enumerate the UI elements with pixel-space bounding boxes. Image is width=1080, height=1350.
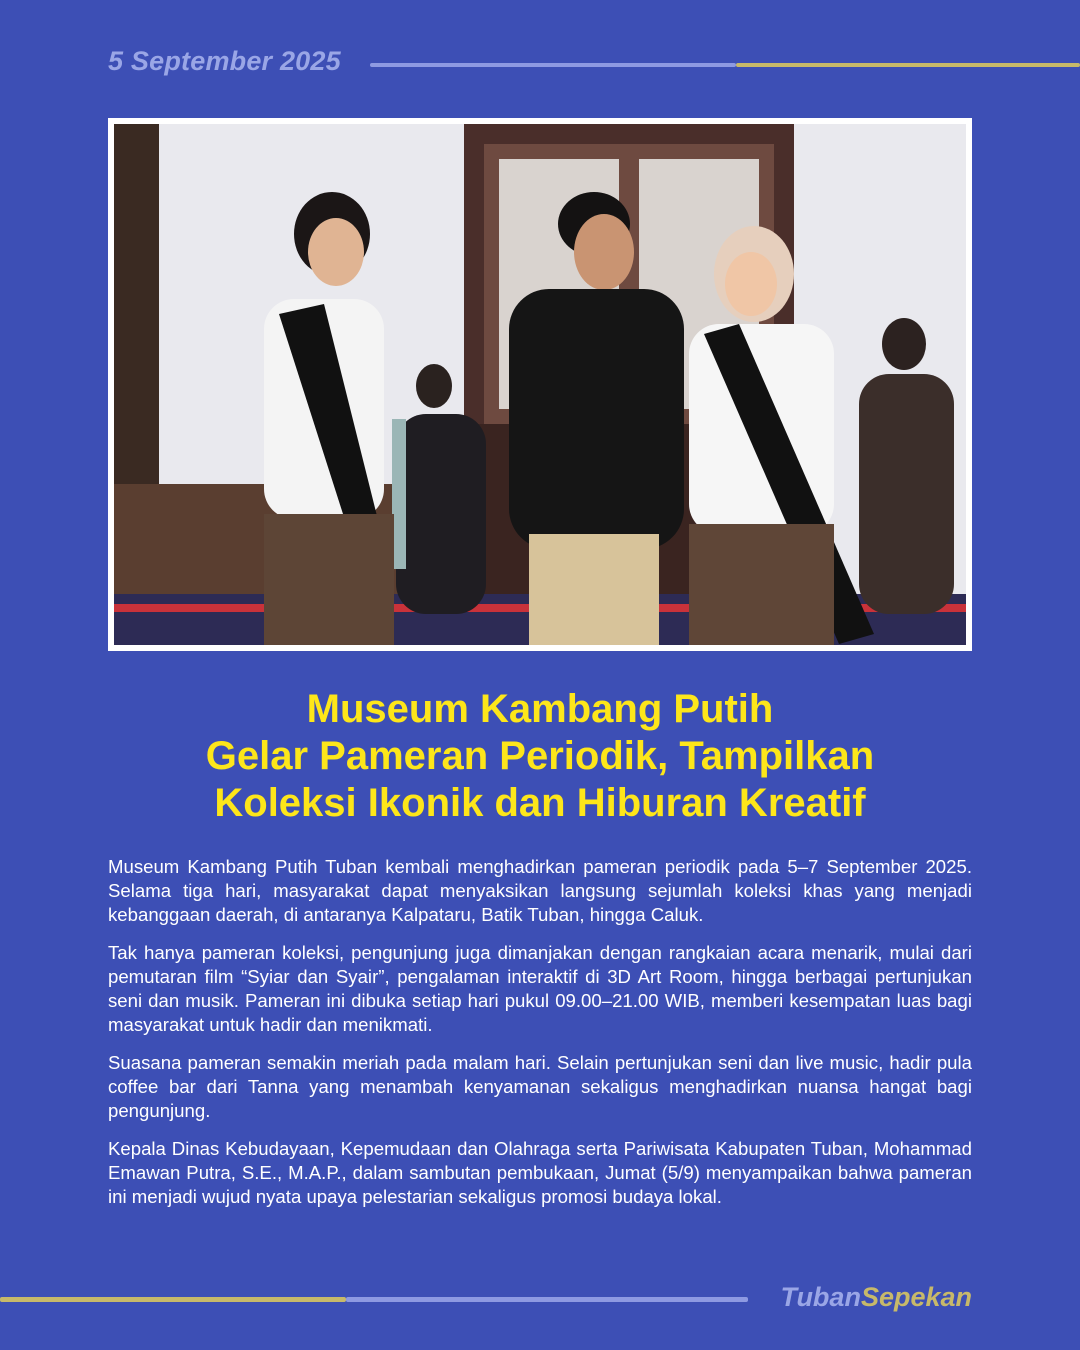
brand-part-1: Tuban (780, 1282, 861, 1312)
article-paragraph-1: Museum Kambang Putih Tuban kembali menghadirkan pameran periodik pada 5–7 September 2025. Selama tiga hari, masyarakat dapat menyaksikan langsung sejumlah koleksi khas yang menjadi kebanggaan daerah, di antaranya Kalpataru, Batik Tuban, hingga Caluk. (108, 856, 972, 925)
header-divider-blue (370, 63, 736, 67)
article-paragraph-4: Kepala Dinas Kebudayaan, Kepemudaan dan Olahraga serta Pariwisata Kabupaten Tuban, Mohammad Emawan Putra, S.E., M.A.P., dalam sambutan pembukaan, Jumat (5/9) menyampaikan bahwa pameran ini menjadi wujud nyata upaya pelestarian sekaligus promosi budaya lokal. (108, 1138, 972, 1207)
article-paragraph-3: Suasana pameran semakin meriah pada malam hari. Selain pertunjukan seni dan live music, hadir pula coffee bar dari Tanna yang menambah kenyamanan sekaligus menghadirkan nuansa hangat bagi pengunjung. (108, 1052, 972, 1121)
photo-frame (108, 118, 972, 651)
post-date: 5 September 2025 (108, 46, 341, 76)
article-body (108, 855, 972, 1223)
brand-part-2: Sepekan (860, 1282, 972, 1312)
headline (100, 686, 980, 827)
headline-line-3: Koleksi Ikonik dan Hiburan Kreatif (214, 781, 866, 825)
brand-logo (780, 1282, 972, 1313)
headline-line-2: Gelar Pameran Periodik, Tampilkan (205, 734, 875, 778)
event-photo (114, 124, 966, 645)
article-paragraph-2: Tak hanya pameran koleksi, pengunjung juga dimanjakan dengan rangkaian acara menarik, mulai dari pemutaran film “Syiar dan Syair”, pengalaman interaktif di 3D Art Room, hingga berbagai pertunjukan seni dan musik. Pameran ini dibuka setiap hari pukul 09.00–21.00 WIB, memberi kesempatan luas bagi masyarakat untuk hadir dan menikmati. (108, 942, 972, 1035)
photo-image-icon (114, 124, 966, 645)
header-divider-gold (736, 63, 1080, 67)
headline-line-1: Museum Kambang Putih (306, 687, 774, 731)
footer-divider-gold (0, 1297, 346, 1302)
footer-divider-blue (346, 1297, 748, 1302)
